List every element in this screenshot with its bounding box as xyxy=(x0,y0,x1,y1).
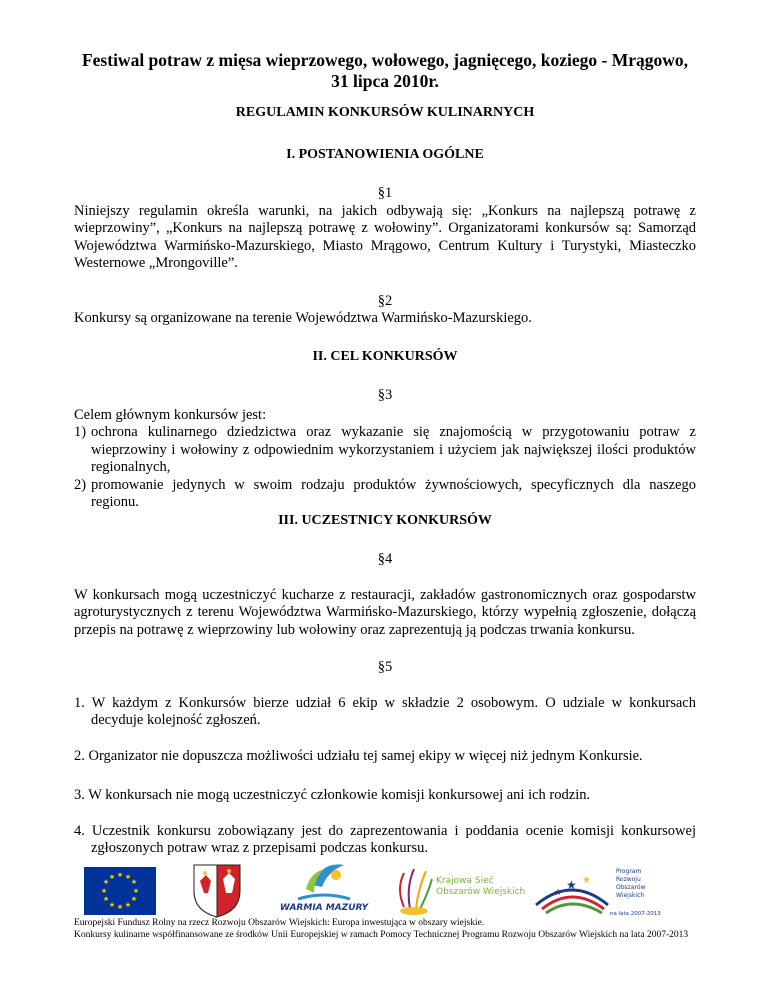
svg-text:★: ★ xyxy=(108,901,116,909)
list-item-text: promowanie jedynych w swoim rodzaju produktów żywnościowych, specyficznych dla naszego regionu. xyxy=(91,476,696,510)
coat-of-arms-logo xyxy=(192,861,242,919)
paragraph-sign-4: §4 xyxy=(377,551,393,567)
paragraph-sign-5: §5 xyxy=(377,659,393,675)
svg-text:★: ★ xyxy=(124,873,132,881)
warmia-mazury-logo xyxy=(279,855,369,923)
rule-point-4: 4. Uczestnik konkursu zobowiązany jest do zaprezentowania i poddania ocenie komisji konkursowej zgłoszonych potraw wraz z przepisami podczas konkursu. xyxy=(74,822,696,856)
footer-line-1: Europejski Fundusz Rolny na rzecz Rozwoju Obszarów Wiejskich: Europa inwestująca w obszary wiejskie. xyxy=(74,918,485,928)
document-subtitle: REGULAMIN KONKURSÓW KULINARNYCH xyxy=(235,105,535,120)
paragraph-sign-3: §3 xyxy=(377,387,393,403)
list-item xyxy=(74,424,696,477)
paragraph-1-text: Niniejszy regulamin określa warunki, na jakich odbywają się: „Konkurs na najlepszą potrawę z wieprzowiny”, „Konkurs na najlepszą potrawę z wołowiny”. Organizatorami konkursów są: Samorząd Województwa Warmińsko-Mazurskiego, Miasto Mrągowo, Centrum Kultury i Turystyki, Miasteczko Westernowe „Mrongoville”. xyxy=(74,202,696,271)
goal-list xyxy=(74,424,696,512)
warmia-mazury-text: WARMIA MAZURY xyxy=(279,903,369,913)
svg-text:★: ★ xyxy=(566,878,577,892)
ksow-line-2: Obszarów Wiejskich xyxy=(436,887,526,897)
paragraph-4-text: W konkursach mogą uczestniczyć kucharze z restauracji, zakładów gastronomicznych oraz gospodarstw agroturystycznych z terenu Województwa Warmińsko-Mazurskiego, którzy wypełnią zgłoszenie, dołączą przepis na potrawę z wieprzowiny lub wołowiny oraz zaprezentują ją podczas trwania konkursu. xyxy=(74,586,696,638)
prow-line-2: Rozwoju xyxy=(616,876,641,883)
goal-intro: Celem głównym konkursów jest: xyxy=(74,406,267,423)
prow-years: na lata 2007-2013 xyxy=(610,911,661,917)
svg-text:★: ★ xyxy=(116,871,124,879)
list-item xyxy=(74,477,696,512)
svg-text:★: ★ xyxy=(130,878,138,886)
svg-text:★: ★ xyxy=(124,901,132,909)
rule-point-1: 1. W każdym z Konkursów bierze udział 6 ekip w składzie 2 osobowym. O udziale w konkursach decyduje kolejność zgłoszeń. xyxy=(74,694,696,728)
section-heading-participants: III. UCZESTNICY KONKURSÓW xyxy=(278,512,492,528)
prow-line-3: Obszarów xyxy=(616,884,646,891)
prow-line-4: Wiejskich xyxy=(616,892,645,899)
prow-line-1: Program xyxy=(616,868,642,875)
paragraph-sign-1: §1 xyxy=(377,185,393,201)
svg-text:★: ★ xyxy=(132,887,140,895)
document-body xyxy=(74,50,696,858)
rule-point-2: 2. Organizator nie dopuszcza możliwości udziału tej samej ekipy w więcej niż jednym Konkursie. xyxy=(74,747,643,764)
svg-text:★: ★ xyxy=(102,878,110,886)
paragraph-2-text: Konkursy są organizowane na terenie Województwa Warmińsko-Mazurskiego. xyxy=(74,310,532,326)
svg-text:★: ★ xyxy=(582,875,591,886)
list-item-text: ochrona kulinarnego dziedzictwa oraz wykazanie się znajomością w przygotowaniu potraw z wieprzowiny i wołowiny z odpowiednim wykorzystaniem i użyciem jak największej ilości produktów regionalnych, xyxy=(91,424,696,475)
sponsor-logos xyxy=(80,855,700,925)
rule-point-3: 3. W konkursach nie mogą uczestniczyć członkowie komisji konkursowej ani ich rodzin. xyxy=(74,787,591,803)
eu-flag-logo xyxy=(84,867,156,915)
list-item-number: 2) xyxy=(74,476,87,493)
svg-text:★: ★ xyxy=(554,888,563,898)
section-heading-general: I. POSTANOWIENIA OGÓLNE xyxy=(286,146,484,162)
section-heading-goal: II. CEL KONKURSÓW xyxy=(312,348,458,364)
ksow-line-1: Krajowa Sieć xyxy=(436,876,494,886)
svg-text:★: ★ xyxy=(102,895,110,903)
ksow-logo xyxy=(392,859,526,919)
svg-text:★: ★ xyxy=(108,873,116,881)
footer-line-2: Konkursy kulinarne współfinansowane ze środków Unii Europejskiej w ramach Pomocy Technicznej Programu Rozwoju Obszarów Wiejskich na lata 2007-2013 xyxy=(74,929,689,940)
footer xyxy=(74,918,714,941)
page-title: Festiwal potraw z mięsa wieprzowego, wołowego, jagnięcego, koziego - Mrągowo, 31 lipca 2010r. xyxy=(81,50,689,91)
list-item-number: 1) xyxy=(74,424,87,440)
svg-text:★: ★ xyxy=(130,895,138,903)
svg-text:★: ★ xyxy=(100,887,108,895)
paragraph-sign-2: §2 xyxy=(377,292,393,309)
svg-text:★: ★ xyxy=(116,903,124,911)
prow-logo xyxy=(532,855,662,925)
